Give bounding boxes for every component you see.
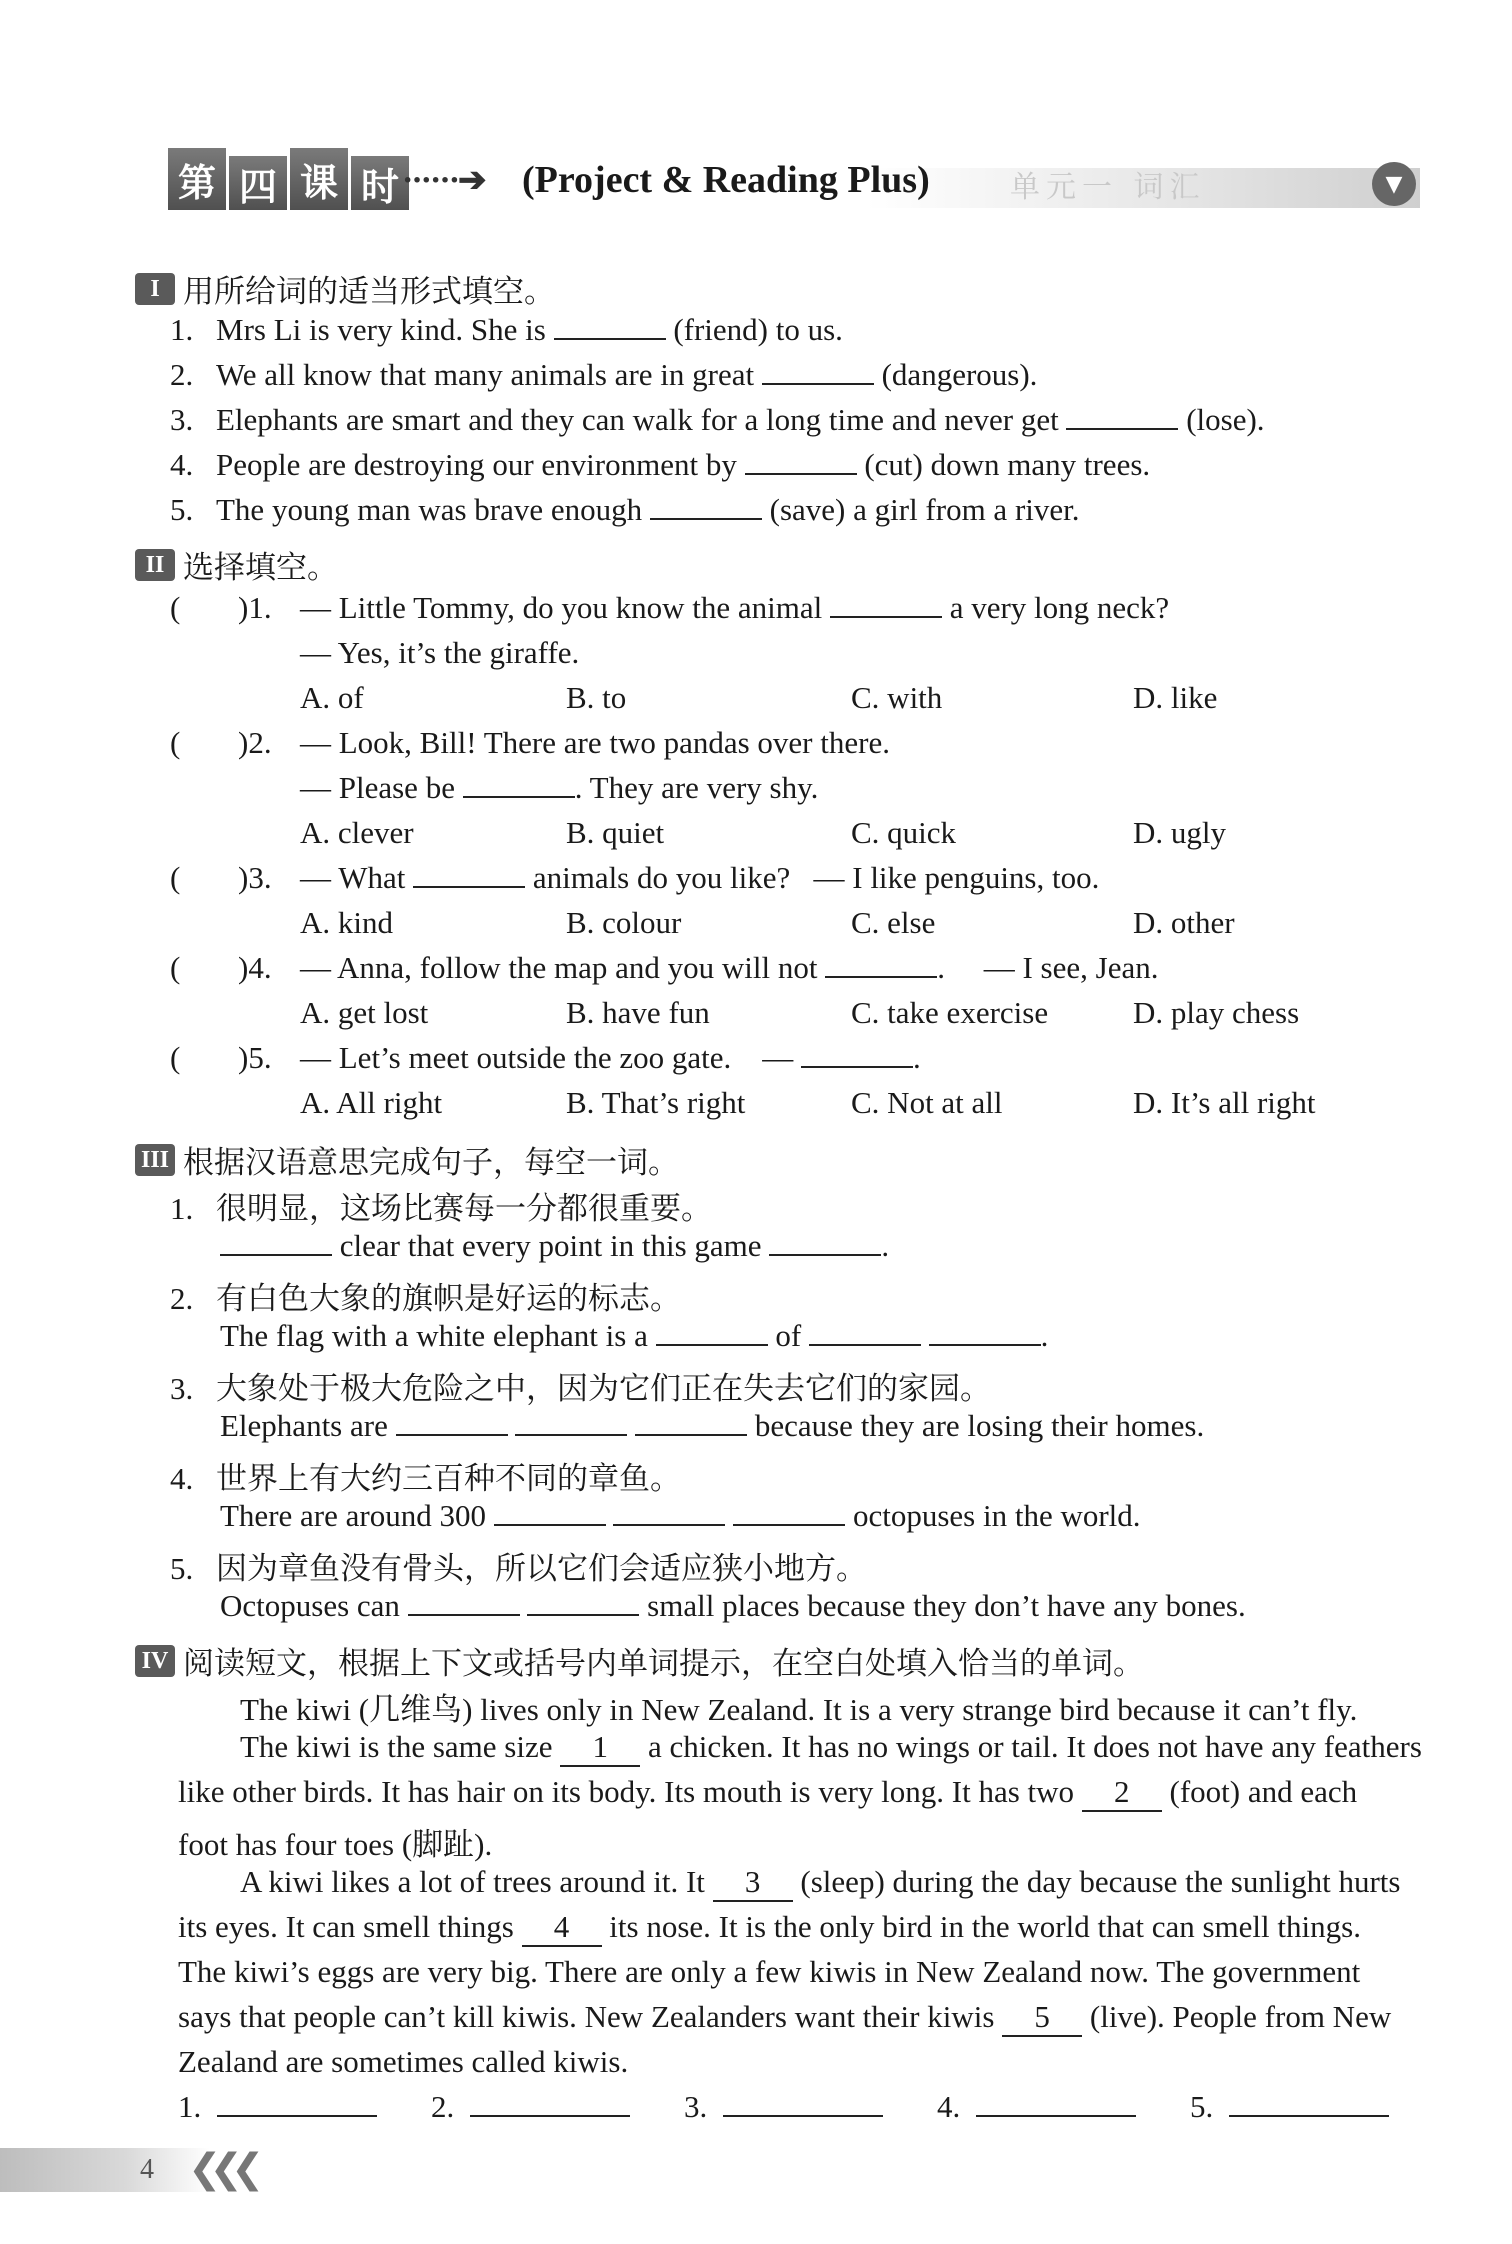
passage-line: The kiwi’s eggs are very big. There are only a few kiwis in New Zealand now. The government — [178, 1954, 1361, 1989]
passage-text: (sleep) during the day because the sunlight hurts — [800, 1864, 1401, 1899]
passage-blank[interactable]: 3 — [713, 1864, 793, 1902]
item-hint: (dangerous). — [881, 357, 1038, 392]
question-reply: — Yes, it’s the giraffe. — [300, 635, 580, 670]
passage-blank[interactable]: 4 — [522, 1909, 602, 1947]
answer-blank[interactable] — [470, 2089, 630, 2117]
answer-blank[interactable] — [825, 950, 937, 978]
passage-line — [178, 1909, 1361, 1947]
item-text: People are destroying our environment by — [216, 447, 737, 482]
translation-item — [170, 1183, 712, 1228]
english-text: . — [1040, 1318, 1049, 1353]
answer-blank[interactable] — [396, 1408, 508, 1436]
question-line: — What — [300, 860, 406, 895]
passage-blank[interactable]: 1 — [560, 1729, 640, 1767]
passage-line — [178, 1999, 1391, 2037]
item-hint: (save) a girl from a river. — [769, 492, 1080, 527]
answer-blank[interactable] — [494, 1498, 606, 1526]
question-line: animals do you like? — [532, 860, 791, 895]
translation-answer — [220, 1498, 1141, 1534]
page-title: (Project & Reading Plus) — [522, 159, 930, 201]
chevron-down-icon: ▼ — [1372, 162, 1416, 206]
roman-numeral: II — [135, 549, 175, 581]
passage-text: says that people can’t kill kiwis. New Zealanders want their kiwis — [178, 1999, 995, 2034]
english-text: because they are losing their homes. — [754, 1408, 1205, 1443]
option-b[interactable]: B. to — [566, 680, 627, 715]
translation-item — [170, 1363, 991, 1408]
answer-blank[interactable] — [769, 1228, 881, 1256]
item-number: 3. — [170, 402, 194, 437]
answer-blank[interactable] — [801, 1040, 913, 1068]
option-d[interactable]: D. play chess — [1133, 995, 1300, 1030]
question-number: )1. — [238, 590, 272, 625]
option-a[interactable]: A. All right — [300, 1085, 443, 1120]
footer-bar — [0, 2148, 210, 2192]
item-text: Mrs Li is very kind. She is — [216, 312, 546, 347]
option-c[interactable]: C. Not at all — [851, 1085, 1003, 1120]
item-number: 1. — [170, 1191, 194, 1226]
english-text: Elephants are — [220, 1408, 388, 1443]
item-number: 4. — [170, 447, 194, 482]
answer-label: 3. — [684, 2089, 708, 2124]
passage-line: The kiwi (几维鸟) lives only in New Zealand. It is a very strange bird because it can’t fly. — [240, 1692, 1358, 1727]
answer-label: 2. — [431, 2089, 455, 2124]
option-a[interactable]: A. get lost — [300, 995, 429, 1030]
answer-blank[interactable] — [809, 1318, 921, 1346]
question-text — [300, 860, 1099, 896]
passage-blank[interactable]: 5 — [1002, 1999, 1082, 2037]
question-number: )5. — [238, 1040, 272, 1075]
question-text — [300, 1040, 921, 1076]
lesson-char: 四 — [229, 156, 287, 210]
question-line: — Anna, follow the map and you will not — [300, 950, 818, 985]
answer-blank[interactable] — [413, 860, 525, 888]
fill-item — [170, 402, 1265, 438]
question-line: . They are very shy. — [574, 770, 819, 805]
passage-line — [240, 1864, 1400, 1902]
lesson-char: 第 — [168, 148, 226, 210]
section-instruction: 用所给词的适当形式填空。 — [183, 274, 555, 310]
question-line: . — [937, 950, 945, 985]
answer-blank[interactable] — [762, 357, 874, 385]
lesson-char: 课 — [290, 148, 348, 210]
answer-blank[interactable] — [1066, 402, 1178, 430]
chinese-sentence: 因为章鱼没有骨头，所以它们会适应狭小地方。 — [216, 1551, 867, 1587]
translation-answer — [220, 1318, 1048, 1354]
passage-text: its nose. It is the only bird in the world that can smell things. — [609, 1909, 1361, 1944]
question-line: a very long neck? — [949, 590, 1170, 625]
option-b[interactable]: B. have fun — [566, 995, 710, 1030]
fill-item — [170, 447, 1150, 483]
question-text: — Look, Bill! There are two pandas over there. — [300, 725, 890, 760]
passage-line: Zealand are sometimes called kiwis. — [178, 2044, 629, 2079]
option-a[interactable]: A. kind — [300, 905, 393, 940]
answer-blank[interactable] — [656, 1318, 768, 1346]
item-hint: (lose). — [1186, 402, 1265, 437]
question-line: . — [913, 1040, 921, 1075]
answer-blank[interactable] — [650, 492, 762, 520]
section-2-title — [135, 542, 338, 587]
option-d[interactable]: D. It’s all right — [1133, 1085, 1316, 1120]
chinese-sentence: 大象处于极大危险之中，因为它们正在失去它们的家园。 — [216, 1371, 991, 1407]
answer-paren[interactable]: ( — [170, 1040, 181, 1075]
answer-blank[interactable] — [733, 1498, 845, 1526]
fill-item — [170, 492, 1080, 528]
option-a[interactable]: A. clever — [300, 815, 414, 850]
answer-row — [178, 2089, 1389, 2125]
item-hint: (friend) to us. — [673, 312, 843, 347]
option-c[interactable]: C. quick — [851, 815, 957, 850]
chinese-sentence: 世界上有大约三百种不同的章鱼。 — [216, 1461, 681, 1497]
roman-numeral: I — [135, 273, 175, 305]
option-b[interactable]: B. quiet — [566, 815, 665, 850]
answer-blank[interactable] — [929, 1318, 1041, 1346]
answer-blank[interactable] — [527, 1588, 639, 1616]
option-c[interactable]: C. else — [851, 905, 936, 940]
section-instruction: 选择填空。 — [183, 550, 338, 586]
english-text: octopuses in the world. — [852, 1498, 1141, 1533]
item-text: Elephants are smart and they can walk for a long time and never get — [216, 402, 1059, 437]
answer-blank[interactable] — [463, 770, 575, 798]
passage-text: A kiwi likes a lot of trees around it. It — [240, 1864, 705, 1899]
passage-text: (foot) and each — [1169, 1774, 1358, 1809]
answer-blank[interactable] — [976, 2089, 1136, 2117]
question-reply — [300, 770, 818, 806]
answer-label: 4. — [937, 2089, 961, 2124]
lesson-tag — [168, 148, 412, 210]
answer-blank[interactable] — [220, 1228, 332, 1256]
answer-blank[interactable] — [515, 1408, 627, 1436]
item-number: 2. — [170, 1281, 194, 1316]
answer-blank[interactable] — [745, 447, 857, 475]
option-d[interactable]: D. other — [1133, 905, 1235, 940]
arrow-icon: ······➔ — [402, 162, 485, 199]
section-4-title — [135, 1638, 1144, 1683]
option-b[interactable]: B. colour — [566, 905, 682, 940]
answer-blank[interactable] — [723, 2089, 883, 2117]
item-number: 2. — [170, 357, 194, 392]
answer-blank[interactable] — [613, 1498, 725, 1526]
chinese-sentence: 很明显，这场比赛每一分都很重要。 — [216, 1191, 712, 1227]
item-number: 3. — [170, 1371, 194, 1406]
answer-paren[interactable]: ( — [170, 590, 181, 625]
item-number: 5. — [170, 492, 194, 527]
answer-paren[interactable]: ( — [170, 950, 181, 985]
fill-item — [170, 312, 843, 348]
answer-paren[interactable]: ( — [170, 725, 181, 760]
answer-blank[interactable] — [217, 2089, 377, 2117]
question-number: )3. — [238, 860, 272, 895]
question-number: )2. — [238, 725, 272, 760]
page-number: 4 — [140, 2154, 154, 2185]
translation-item — [170, 1453, 681, 1498]
section-instruction: 根据汉语意思完成句子，每空一词。 — [183, 1145, 679, 1181]
item-number: 5. — [170, 1551, 194, 1586]
chinese-sentence: 有白色大象的旗帜是好运的标志。 — [216, 1281, 681, 1317]
answer-label: 1. — [178, 2089, 202, 2124]
lesson-header — [150, 148, 1420, 218]
answer-blank[interactable] — [635, 1408, 747, 1436]
english-text: small places because they don’t have any bones. — [647, 1588, 1246, 1623]
item-text: We all know that many animals are in great — [216, 357, 755, 392]
english-text: clear that every point in this game — [339, 1228, 762, 1263]
option-d[interactable]: D. ugly — [1133, 815, 1226, 850]
roman-numeral: IV — [135, 1645, 175, 1677]
option-c[interactable]: C. take exercise — [851, 995, 1049, 1030]
passage-text: a chicken. It has no wings or tail. It does not have any feathers — [648, 1729, 1422, 1764]
translation-answer — [220, 1588, 1246, 1624]
option-d[interactable]: D. like — [1133, 680, 1218, 715]
fill-item — [170, 357, 1037, 393]
answer-blank[interactable] — [554, 312, 666, 340]
question-text — [300, 590, 1169, 626]
item-number: 1. — [170, 312, 194, 347]
passage-line — [178, 1774, 1357, 1812]
question-line: — Little Tommy, do you know the animal — [300, 590, 823, 625]
translation-item — [170, 1543, 867, 1588]
section-1-title — [135, 266, 555, 311]
english-text: There are around 300 — [220, 1498, 486, 1533]
question-reply: — I see, Jean. — [983, 950, 1159, 985]
question-line: — — [762, 1040, 794, 1075]
answer-blank[interactable] — [408, 1588, 520, 1616]
answer-blank[interactable] — [830, 590, 942, 618]
passage-line: foot has four toes (脚趾). — [178, 1827, 493, 1862]
option-b[interactable]: B. That’s right — [566, 1085, 746, 1120]
passage-line — [240, 1729, 1422, 1767]
roman-numeral: III — [135, 1144, 175, 1176]
question-reply: — I like penguins, too. — [813, 860, 1100, 895]
translation-answer — [220, 1408, 1204, 1444]
chevron-left-icon: ❮❮❮ — [188, 2146, 253, 2192]
english-text: Octopuses can — [220, 1588, 400, 1623]
passage-blank[interactable]: 2 — [1082, 1774, 1162, 1812]
item-number: 4. — [170, 1461, 194, 1496]
answer-blank[interactable] — [1229, 2089, 1389, 2117]
question-line: — Please be — [300, 770, 455, 805]
lesson-char: 时 — [351, 156, 409, 210]
english-text: of — [775, 1318, 802, 1353]
section-3-title — [135, 1137, 679, 1182]
passage-text: (live). People from New — [1089, 1999, 1392, 2034]
option-c[interactable]: C. with — [851, 680, 943, 715]
question-line: — Let’s meet outside the zoo gate. — [300, 1040, 732, 1075]
header-faded-text: 单元一 词汇 — [1010, 170, 1206, 205]
translation-answer — [220, 1228, 889, 1264]
answer-label: 5. — [1190, 2089, 1214, 2124]
answer-paren[interactable]: ( — [170, 860, 181, 895]
english-text: The flag with a white elephant is a — [220, 1318, 648, 1353]
item-text: The young man was brave enough — [216, 492, 643, 527]
question-number: )4. — [238, 950, 272, 985]
passage-text: like other birds. It has hair on its body. Its mouth is very long. It has two — [178, 1774, 1075, 1809]
item-hint: (cut) down many trees. — [864, 447, 1151, 482]
passage-text: The kiwi is the same size — [240, 1729, 553, 1764]
question-text — [300, 950, 1158, 986]
english-text: . — [881, 1228, 890, 1263]
section-instruction: 阅读短文，根据上下文或括号内单词提示，在空白处填入恰当的单词。 — [183, 1646, 1144, 1682]
option-a[interactable]: A. of — [300, 680, 364, 715]
translation-item — [170, 1273, 681, 1318]
passage-text: its eyes. It can smell things — [178, 1909, 514, 1944]
